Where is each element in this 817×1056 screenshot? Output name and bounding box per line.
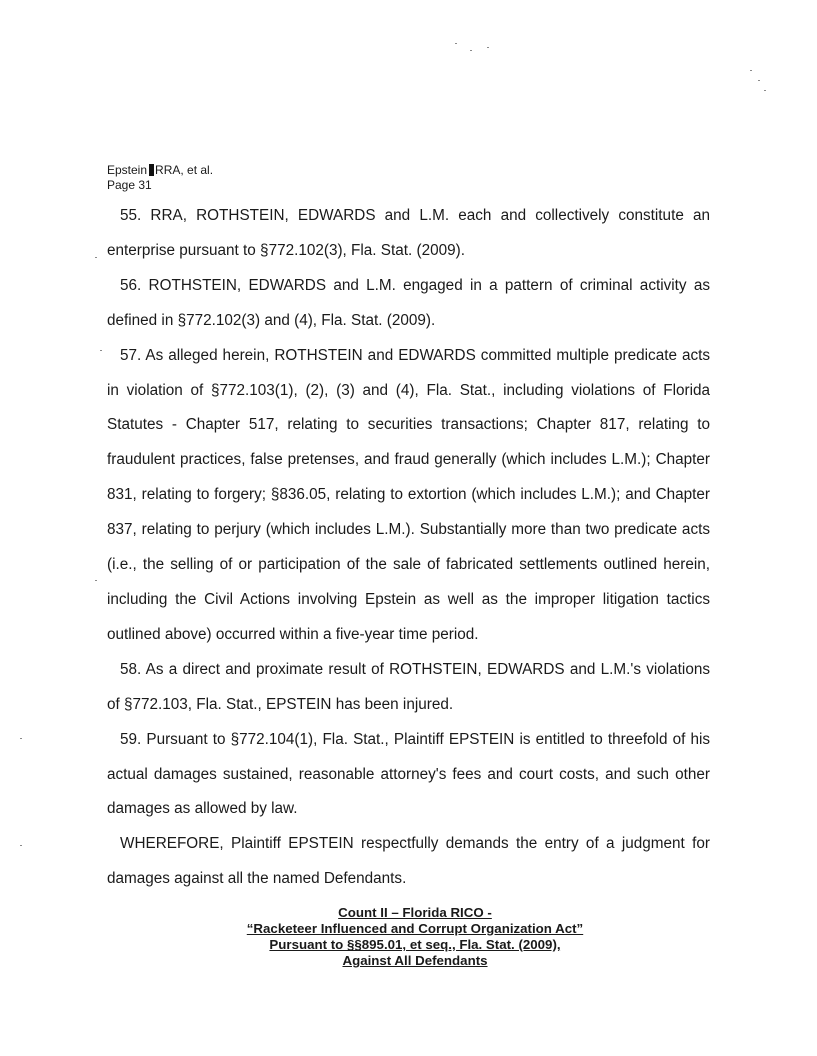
wherefore-paragraph: WHEREFORE, Plaintiff EPSTEIN respectfully demands the entry of a judgment for damages against all the named Defendants. — [107, 835, 710, 888]
paragraph-55: 55. RRA, ROTHSTEIN, EDWARDS and L.M. each and collectively constitute an enterprise pursuant to §772.102(3), Fla. Stat. (2009). — [107, 207, 710, 259]
scan-speck — [95, 257, 97, 258]
paragraph-56: 56. ROTHSTEIN, EDWARDS and L.M. engaged in a pattern of criminal activity as defined in §772.102(3) and (4), Fla. Stat. (2009). — [107, 276, 710, 329]
scan-speck — [455, 43, 457, 44]
scan-speck — [20, 845, 22, 846]
scan-speck — [764, 90, 766, 91]
scan-speck — [758, 80, 760, 81]
count-parties: Against All Defendants — [342, 953, 488, 968]
scan-speck — [487, 47, 489, 48]
scan-speck — [100, 350, 102, 351]
scan-speck — [750, 70, 752, 71]
scan-speck — [95, 580, 97, 581]
scan-speck — [20, 738, 22, 739]
document-body — [107, 199, 710, 897]
redaction-mark — [149, 164, 154, 176]
paragraph-57: 57. As alleged herein, ROTHSTEIN and EDWARDS committed multiple predicate acts in violation of §772.103(1), (2), (3) and (4), Fla. Stat., including violations of Florida Statutes - Chapter 517, relating to securities transactions; Chapter 817, relating to fraudulent practices, false pretenses, and fraud generally (which includes L.M.); Chapter 831, relating to forgery; §836.05, relating to extortion (which includes L.M.); and Chapter 837, relating to perjury (which includes L.M.). Substantially more than two predicate acts (i.e., the selling of or participation of the sale of fabricated settlements outlined herein, including the Civil Actions involving Epstein as well as the improper litigation tactics outlined above) occurred within a five-year time period. — [107, 346, 710, 643]
page-header — [107, 163, 213, 193]
count-title: Count II – Florida RICO - — [338, 905, 492, 920]
count-heading — [200, 905, 630, 969]
caption-defendant: RRA, et al. — [155, 163, 214, 177]
caption-plaintiff: Epstein — [107, 163, 148, 177]
case-caption — [107, 163, 213, 178]
page-number: Page 31 — [107, 178, 152, 192]
paragraph-59: 59. Pursuant to §772.104(1), Fla. Stat., Plaintiff EPSTEIN is entitled to threefold of his actual damages sustained, reasonable attorney's fees and court costs, and such other damages as allowed by law. — [107, 730, 710, 818]
paragraph-58: 58. As a direct and proximate result of ROTHSTEIN, EDWARDS and L.M.'s violations of §772.103, Fla. Stat., EPSTEIN has been injured. — [107, 660, 710, 713]
scan-speck — [470, 50, 472, 51]
count-act-name: “Racketeer Influenced and Corrupt Organization Act” — [246, 921, 584, 936]
count-statute: Pursuant to §§895.01, et seq., Fla. Stat. (2009), — [269, 937, 561, 952]
